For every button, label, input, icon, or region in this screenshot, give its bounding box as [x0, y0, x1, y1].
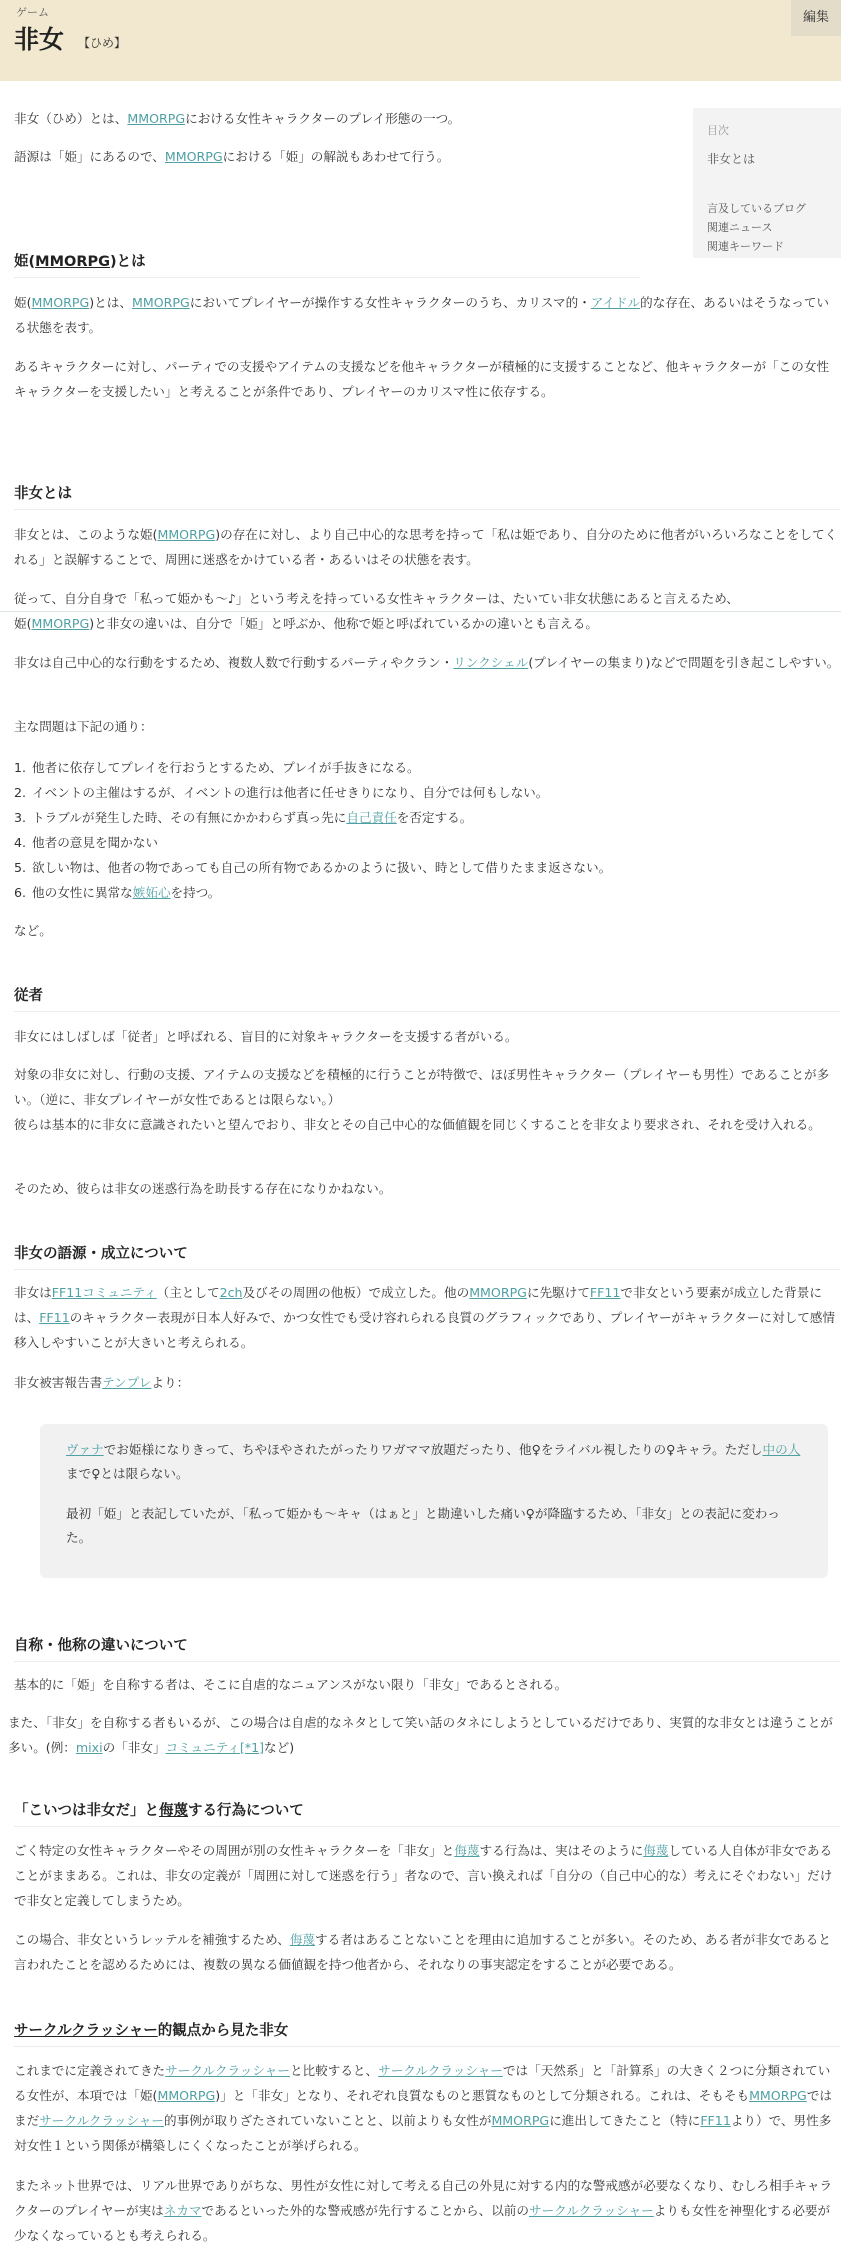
toc-link-blogs[interactable]: 言及しているブログ — [707, 202, 806, 215]
page-header — [0, 0, 841, 81]
paragraph: 非女は自己中心的な行動をするため、複数人数で行動するパーティやクラン・リンクシェル(プレイヤーの集まり)などで問題を引き起こしやすい。 — [14, 655, 840, 670]
link-naka-no-hito[interactable]: 中の人 — [762, 1442, 801, 1457]
list-item: 3. トラブルが発生した時、その有無にかかわらず真っ先に自己責任を否定する。 — [14, 810, 473, 825]
quote-paragraph: ヴァナでお姫様になりきって、ちやほやされたがったりワガママ放題だったり、他♀をライバル視したりの♀キャラ。ただし中の人まで♀とは限らない。 — [66, 1442, 801, 1481]
page-title: 非女 — [14, 25, 65, 54]
section-heading: 非女の語源・成立について — [14, 1242, 840, 1270]
table-of-contents — [693, 108, 841, 258]
list-item: 4. 他者の意見を聞かない — [14, 835, 158, 850]
link-mmorpg[interactable]: MMORPG — [35, 254, 111, 270]
paragraph: この場合、非女というレッテルを補強するため、侮蔑する者はあることないことを理由に追加することが多い。そのため、ある者が非女であると言われたことを認めるためには、複数の異なる価値観を持つ他者から、それなりの事実認定をすることが必要である。 — [14, 1932, 831, 1972]
link-mmorpg[interactable]: MMORPG — [31, 295, 90, 310]
toc-heading: 目次 — [707, 124, 729, 137]
link-jealousy[interactable]: 嫉妬心 — [132, 885, 171, 900]
section-heading: サークルクラッシャー的観点から見た非女 — [14, 2019, 840, 2047]
paragraph: またネット世界では、リアル世界でありがちな、男性が女性に対して考える自己の外見に対する内的な警戒感が必要なくなり、むしろ相手キャラクターのプレイヤーが実はネカマであるといった外的な警戒感が先行することから、以前のサークルクラッシャーよりも女性を神聖化する必要が少なくなっているとも考えられる。 — [14, 2178, 833, 2243]
link-ff11[interactable]: FF11 — [700, 2113, 731, 2128]
paragraph: など。 — [14, 923, 52, 938]
intro-paragraph: 非女（ひめ）とは、MMORPGにおける女性キャラクターのプレイ形態の一つ。 — [14, 111, 461, 126]
link-mmorpg[interactable]: MMORPG — [31, 616, 90, 631]
section-heading: 非女とは — [14, 482, 840, 510]
paragraph: 従って、自分自身で「私って姫かも〜♪」という考えを持っている女性キャラクターは、たいてい非女状態にあると言えるため、 姫(MMORPG)と非女の違いは、自分で「姫」と呼ぶか、他称で姫と呼ばれているかの違いとも言える。 — [14, 591, 739, 631]
toc-link-news[interactable]: 関連ニュース — [707, 221, 773, 234]
link-template[interactable]: テンプレ — [102, 1375, 152, 1390]
link-mmorpg[interactable]: MMORPG — [157, 527, 216, 542]
link-linkshell[interactable]: リンクシェル — [453, 655, 529, 670]
paragraph: 非女被害報告書テンプレより： — [14, 1375, 190, 1390]
link-self-responsibility[interactable]: 自己責任 — [346, 810, 397, 825]
paragraph: ごく特定の女性キャラクターやその周囲が別の女性キャラクターを「非女」と侮蔑する行為は、実はそのように侮蔑している人自体が非女であることがままある。これは、非女の定義が「周囲に対して迷惑を行う」者なので、言い換えれば「自分の（自己中心的な）考えにそぐわない」だけで非女と定義してしまうため。 — [14, 1843, 833, 1908]
paragraph: 非女はFF11コミュニティ（主として2ch及びその周囲の他板）で成立した。他のMMORPGに先駆けてFF11で非女という要素が成立した背景には、FF11のキャラクター表現が日本人好みで、かつ女性でも受け容れられる良質のグラフィックであり、プレイヤーがキャラクターに対して感情移入しやすいことが大きいと考えられる。 — [14, 1285, 836, 1350]
paragraph: あるキャラクターに対し、パーティでの支援やアイテムの支援などを他キャラクターが積極的に支援することなど、他キャラクターが「この女性キャラクターを支援したい」と考えることが条件であり、プレイヤーのカリスマ性に依存する。 — [14, 359, 830, 399]
link-bubetsu[interactable]: 侮蔑 — [643, 1843, 669, 1858]
list-item: 1. 他者に依存してプレイを行おうとするため、プレイが手抜きになる。 — [14, 760, 420, 775]
link-circle-crusher[interactable]: サークルクラッシャー — [378, 2063, 503, 2078]
paragraph: 主な問題は下記の通り： — [14, 719, 153, 734]
link-circle-crusher[interactable]: サークルクラッシャー — [39, 2113, 164, 2128]
category-label[interactable]: ゲーム — [16, 6, 49, 19]
link-circle-crusher[interactable]: サークルクラッシャー — [14, 2023, 158, 2039]
link-ff11[interactable]: FF11 — [589, 1285, 621, 1300]
section-heading: 「こいつは非女だ」と侮蔑する行為について — [14, 1799, 840, 1827]
link-bubetsu[interactable]: 侮蔑 — [289, 1932, 315, 1947]
footnote-link[interactable]: [*1] — [239, 1740, 265, 1755]
link-ff11-community[interactable]: FF11コミュニティ — [51, 1285, 157, 1300]
paragraph: これまでに定義されてきたサークルクラッシャーと比較すると、サークルクラッシャーでは「天然系」と「計算系」の大きく２つに分類されている女性が、本項では「姫(MMORPG)」と「非女」となり、それぞれ良質なものと悪質なものとして分類される。これは、そもそもMMORPGではまだサークルクラッシャー的事例が取りざたされていないことと、以前よりも女性がMMORPGに進出してきたこと（特にFF11より）で、男性多対女性１という関係が構築しにくくなったことが挙げられる。 — [14, 2063, 832, 2153]
link-circle-crusher[interactable]: サークルクラッシャー — [165, 2063, 290, 2078]
paragraph: 非女にはしばしば「従者」と呼ばれる、盲目的に対象キャラクターを支援する者がいる。 — [14, 1029, 518, 1044]
link-mmorpg[interactable]: MMORPG — [131, 295, 190, 310]
link-2ch[interactable]: 2ch — [219, 1285, 243, 1300]
intro-paragraph: 語源は「姫」にあるので、MMORPGにおける「姫」の解説もあわせて行う。 — [14, 149, 450, 164]
link-mmorpg[interactable]: MMORPG — [127, 111, 186, 126]
link-circle-crusher[interactable]: サークルクラッシャー — [528, 2203, 654, 2218]
paragraph: 姫(MMORPG)とは、MMORPGにおいてプレイヤーが操作する女性キャラクターのうち、カリスマ的・アイドル的な存在、あるいはそうなっている状態を表す。 — [14, 295, 829, 335]
title-reading: 【ひめ】 — [78, 36, 127, 50]
link-mmorpg[interactable]: MMORPG — [749, 2088, 807, 2103]
list-item: 2. イベントの主催はするが、イベントの進行は他者に任せきりになり、自分では何もしない。 — [14, 785, 549, 800]
toc-item[interactable]: 非女とは — [707, 152, 756, 166]
list-item: 5. 欲しい物は、他者の物であっても自己の所有物であるかのように扱い、時として借りたまま返さない。 — [14, 860, 612, 875]
link-mmorpg[interactable]: MMORPG — [157, 2088, 216, 2103]
link-nekama[interactable]: ネカマ — [163, 2203, 202, 2218]
link-mmorpg[interactable]: MMORPG — [491, 2113, 550, 2128]
paragraph: 対象の非女に対し、行動の支援、アイテムの支援などを積極的に行うことが特徴で、ほぼ男性キャラクター（プレイヤーも男性）であることが多い。（逆に、非女プレイヤーが女性であるとは限らない。） 彼らは基本的に非女に意識されたいと望んでおり、非女とその自己中心的な価値観を同じくすることを非女より要求され、それを受け入れる。 — [14, 1067, 830, 1132]
section-heading: 姫(MMORPG)とは — [14, 250, 640, 278]
paragraph: 非女とは、このような姫(MMORPG)の存在に対し、より自己中心的な思考を持って「私は姫であり、自分のために他者がいろいろなことをしてくれる」と誤解することで、周囲に迷惑をかけている者・あるいはその状態を表す。 — [14, 527, 838, 567]
link-mmorpg[interactable]: MMORPG — [469, 1285, 527, 1300]
link-bubetsu[interactable]: 侮蔑 — [454, 1843, 480, 1858]
section-heading: 自称・他称の違いについて — [14, 1634, 840, 1662]
paragraph: また、「非女」を自称する者もいるが、この場合は自虐的なネタとして笑い話のタネにしようとしているだけであり、実質的な非女とは違うことが多い。(例：mixiの「非女」コミュニティ[*1]など) — [8, 1715, 833, 1755]
link-community[interactable]: コミュニティ — [165, 1740, 240, 1755]
link-mixi[interactable]: mixi — [75, 1740, 103, 1755]
edit-button[interactable]: 編集 — [791, 0, 841, 36]
list-item: 6. 他の女性に異常な嫉妬心を持つ。 — [14, 885, 221, 900]
blockquote — [40, 1424, 828, 1578]
paragraph: 基本的に「姫」を自称する者は、そこに自虐的なニュアンスがない限り「非女」であるとされる。 — [14, 1677, 568, 1692]
link-idol[interactable]: アイドル — [590, 295, 641, 310]
link-vana[interactable]: ヴァナ — [66, 1442, 104, 1457]
link-ff11[interactable]: FF11 — [39, 1310, 70, 1325]
link-mmorpg[interactable]: MMORPG — [164, 149, 223, 164]
toc-link-keywords[interactable]: 関連キーワード — [707, 240, 784, 253]
section-heading: 従者 — [14, 984, 840, 1012]
paragraph: そのため、彼らは非女の迷惑行為を助長する存在になりかねない。 — [14, 1181, 392, 1196]
link-bubetsu[interactable]: 侮蔑 — [159, 1803, 188, 1819]
quote-paragraph: 最初「姫」と表記していたが、「私って姫かも〜キャ（はぁと」と勘違いした痛い♀が降臨するため、「非女」との表記に変わった。 — [66, 1506, 780, 1545]
